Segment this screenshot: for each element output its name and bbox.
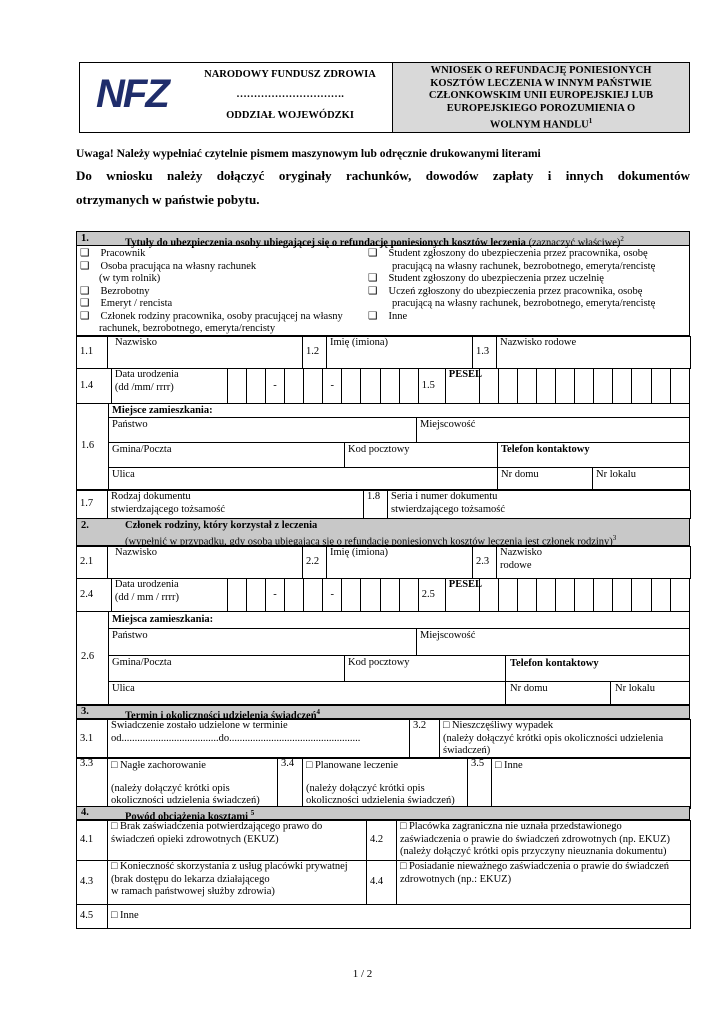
field-nr-lokalu[interactable]: Nr lokalu [596,469,636,480]
field-imie[interactable]: Imię (imiona) [327,337,473,369]
row-num: 3.5 [468,758,492,809]
field-telefon[interactable]: Telefon kontaktowy [501,444,590,455]
checkbox-emeryt[interactable]: ❑ Emeryt / rencista [80,298,173,309]
field-gmina-2[interactable]: Gmina/Poczta [112,657,172,668]
date-separator: - [265,579,284,612]
field-kod-pocztowy[interactable]: Kod pocztowy [348,444,410,455]
label-miejsce: Miejsce zamieszkania: [112,405,213,416]
notice-attachments: Do wniosku należy dołączyć oryginały rachunków, dowodów zapłaty i innych dokumentów [76,168,690,183]
digit-box[interactable] [555,579,574,612]
form-title: WNIOSEK O REFUNDACJĘ PONIESIONYCH KOSZTÓW LECZENIA W INNYM PAŃSTWIE CZŁONKOWSKIM UNII EUROPEJSKIEJ LUB EUROPEJSKIEGO POROZUMIENIA O WOLNYM HANDLU$^1$ [428,65,654,131]
checkbox-inne-3[interactable]: □ Inne [492,758,691,809]
checkbox-label-cont: pracującą na własny rachunek, bezrobotnego, emeryta/rencistę [392,298,656,309]
row-2-4 [76,578,690,612]
insurance-titles-left [80,248,370,336]
checkbox-inne[interactable]: ❑ Inne [368,310,408,322]
field-termin[interactable]: Świadczenie zostało udzielone w terminie od.....................................do.................................................. [108,720,410,759]
row-num: 1.1 [77,337,108,369]
digit-box[interactable] [342,369,361,404]
insurance-titles-right [368,248,688,323]
digit-box[interactable] [304,579,323,612]
checkbox-student-uczelnia[interactable]: ❑ Student zgłoszony do ubezpieczenia przez uczelnię [368,273,604,284]
digit-box[interactable] [517,579,536,612]
digit-box[interactable] [361,579,380,612]
field-nr-domu[interactable]: Nr domu [501,469,539,480]
field-kod-pocztowy-2[interactable]: Kod pocztowy [348,657,410,668]
date-separator: - [265,369,284,404]
checkbox-nieszczesliwy-wypadek[interactable]: □ Nieszczęśliwy wypadek (należy dołączyć krótki opis okoliczności udzielenia świadczeń) [440,720,691,759]
field-nazwisko-rodowe-2[interactable]: Nazwisko rodowe [497,547,691,579]
row-num: 1.2 [303,337,327,369]
digit-box[interactable] [594,369,613,404]
digit-box[interactable] [380,369,399,404]
row-1-4 [76,368,690,404]
label-pesel: PESEL [445,369,479,404]
address-block-1 [76,403,690,490]
checkbox-inne-4[interactable]: □ Inne [108,905,691,929]
row-num: 4.4 [367,861,397,905]
checkbox-placowka-nie-uznala[interactable]: □ Placówka zagraniczna nie uznała przedstawionego zaświadczenia o prawie do świadczeń zdrowotnych (np. EKUZ) (należy dołączyć krótki opis przyczyny nieuznania dokumentu) [397,821,691,861]
digit-box[interactable] [246,369,265,404]
address-block-2 [76,611,690,705]
digit-box[interactable] [399,369,418,404]
field-miejscowosc-2[interactable]: Miejscowość [420,630,476,641]
section-3-header: 3. Termin i okoliczności udzielenia świadczeń$^4$ [76,705,690,719]
digit-box[interactable] [498,369,517,404]
digit-box[interactable] [342,579,361,612]
checkbox-wlasny-rachunek[interactable]: ❑ Osoba pracująca na własny rachunek [80,260,257,272]
checkbox-uczen[interactable]: ❑ Uczeń zgłoszony do ubezpieczenia przez pracownika, osobę [368,285,643,297]
checkbox-planowane-leczenie[interactable]: □ Planowane leczenie (należy dołączyć krótki opis okoliczności udzielenia świadczeń) [303,758,468,809]
checkbox-placowka-prywatna[interactable]: □ Konieczność skorzystania z usług placówki prywatnej (brak dostępu do lekarza działającego w ramach państwowej służby zdrowia) [108,861,367,905]
field-seria-numer[interactable]: Seria i numer dokumentu stwierdzającego tożsamość [388,491,691,519]
row-num: 3.4 [278,758,303,809]
date-separator: - [323,369,342,404]
row-num: 3.2 [410,720,440,759]
digit-box[interactable] [575,369,594,404]
digit-box[interactable] [632,369,651,404]
checkbox-student-pracownik[interactable]: ❑ Student zgłoszony do ubezpieczenia przez pracownika, osobę [368,248,648,259]
row-num: 2.5 [418,579,445,612]
row-num: 1.8 [364,491,388,519]
digit-box[interactable] [517,369,536,404]
digit-box[interactable] [613,369,632,404]
label-data-urodzenia: Data urodzenia (dd /mm/ rrrr) [111,369,227,404]
row-3-3 [76,757,691,809]
field-nr-domu-2[interactable]: Nr domu [510,683,548,694]
row-1-1 [76,336,691,369]
row-num: 2.3 [473,547,497,579]
row-num: 1.4 [77,369,112,404]
digit-box[interactable] [651,369,670,404]
row-num: 3.3 [77,758,108,809]
field-nr-lokalu-2[interactable]: Nr lokalu [615,683,655,694]
digit-box[interactable] [670,369,689,404]
digit-box[interactable] [632,579,651,612]
field-ulica-2[interactable]: Ulica [112,683,135,694]
label-miejsca: Miejsca zamieszkania: [112,614,214,625]
row-num: 3.1 [77,720,108,759]
row-1-7 [76,490,691,519]
digit-box[interactable] [285,369,304,404]
field-gmina[interactable]: Gmina/Poczta [112,444,172,455]
notice-line: Uwaga! Należy wypełniać czytelnie pismem maszynowym lub odręcznie drukowanymi literami [76,148,541,160]
page-number: 1 / 2 [352,968,373,980]
field-rodzaj-dokumentu[interactable]: Rodzaj dokumentu stwierdzającego tożsamość [108,491,364,519]
digit-box[interactable] [670,579,689,612]
digit-box[interactable] [498,579,517,612]
checkbox-label-cont: (w tym rolnik) [99,273,161,284]
checkbox-label-cont: rachunek, bezrobotnego, emeryta/rencisty [99,323,276,334]
row-num: 4.1 [77,821,108,861]
checkbox-brak-zaswiadczenia[interactable]: □ Brak zaświadczenia potwierdzającego prawo do świadczeń opieki zdrowotnych (EKUZ) [108,821,367,861]
digit-box[interactable] [399,579,418,612]
field-nazwisko-2[interactable]: Nazwisko [108,547,303,579]
nfz-logo: NFZ [96,72,168,116]
digit-box[interactable] [227,579,246,612]
row-num: 4.5 [77,905,108,929]
row-4-1 [76,820,691,905]
digit-box[interactable] [536,579,555,612]
digit-box[interactable] [575,579,594,612]
digit-box[interactable] [651,579,670,612]
field-ulica[interactable]: Ulica [112,469,135,480]
checkbox-niewazne-zaswiadczenie[interactable]: □ Posiadanie nieważnego zaświadczenia o prawie do świadczeń zdrowotnych (np.: EKUZ) [397,861,691,905]
digit-box[interactable] [536,369,555,404]
digit-box[interactable] [613,579,632,612]
section-1-header: 1. Tytuły do ubezpieczenia osoby ubiegającej się o refundację poniesionych kosztów leczenia (zaznaczyć właściwe)$^2$ [76,231,690,246]
branch-name: ODDZIAŁ WOJEWÓDZKI [226,110,354,121]
row-num: 2.2 [303,547,327,579]
field-panstwo-2[interactable]: Państwo [112,630,148,641]
row-num: 2.4 [77,579,112,612]
row-4-5 [76,904,691,929]
field-panstwo[interactable]: Państwo [112,419,148,430]
row-num: 1.5 [418,369,445,404]
checkbox-nagle-zachorowanie[interactable]: □ Nagłe zachorowanie (należy dołączyć krótki opis okoliczności udzielenia świadczeń) [108,758,278,809]
digit-box[interactable] [361,369,380,404]
row-num: 1.6 [81,440,95,451]
field-imie-2[interactable]: Imię (imiona) [327,547,473,579]
date-separator: - [323,579,342,612]
label-data-urodzenia-2: Data urodzenia (dd / mm / rrrr) [111,579,227,612]
field-miejscowosc[interactable]: Miejscowość [420,419,476,430]
row-2-1 [76,546,691,579]
row-3-1 [76,719,691,759]
checkbox-pracownik[interactable]: ❑ Pracownik [80,248,146,259]
checkbox-label-cont: pracującą na własny rachunek, bezrobotnego, emeryta/rencistę [392,260,656,272]
digit-box[interactable] [304,369,323,404]
row-num: 1.7 [77,491,108,519]
checkbox-czlonek-rodziny[interactable]: ❑ Członek rodziny pracownika, osoby pracującej na własny [80,310,343,322]
row-num: 2.6 [81,651,95,662]
section-4-header: 4. Powód obciążenia kosztami $^5$ [76,806,690,820]
row-num: 4.3 [77,861,108,905]
row-num: 2.1 [77,547,108,579]
digit-box[interactable] [594,579,613,612]
checkbox-bezrobotny[interactable]: ❑ Bezrobotny [80,285,150,297]
row-num: 1.3 [473,337,497,369]
notice-attachments-cont: otrzymanych w państwie pobytu. [76,192,260,207]
field-telefon-2[interactable]: Telefon kontaktowy [510,658,599,669]
row-num: 4.2 [367,821,397,861]
branch-dots: …………………………. [236,89,344,100]
label-pesel-2: PESEL [445,579,479,612]
digit-box[interactable] [380,579,399,612]
section-2-header: 2. Członek rodziny, który korzystał z leczenia (wypełnić w przypadku, gdy osobą ubiegającą się o refundację poniesionych kosztów leczenia jest członek rodziny)$^3$ [76,518,690,546]
digit-box[interactable] [555,369,574,404]
digit-box[interactable] [285,579,304,612]
digit-box[interactable] [227,369,246,404]
digit-box[interactable] [246,579,265,612]
org-name: NARODOWY FUNDUSZ ZDROWIA [204,69,376,80]
field-nazwisko-rodowe[interactable]: Nazwisko rodowe [497,337,691,369]
field-nazwisko[interactable]: Nazwisko [108,337,303,369]
